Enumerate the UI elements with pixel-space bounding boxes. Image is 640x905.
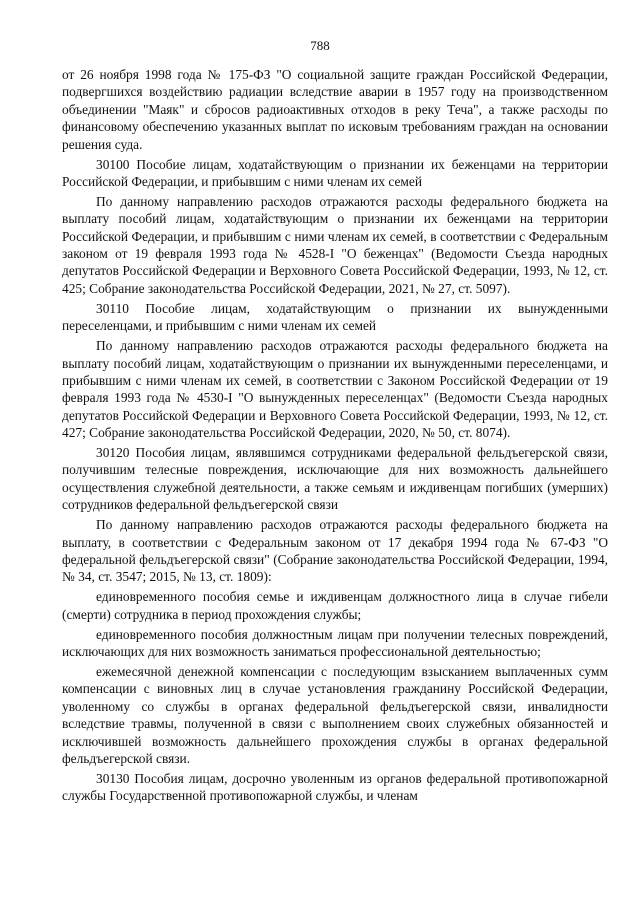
list-item-monthly-compensation: ежемесячной денежной компенсации с последующим взысканием выплаченных сумм компенсации с виновных лиц в случае установления гражданину Российской Федерации, уволенному со службы в органах федеральной фельдъегерской связи, инвалидности вследствие травмы, полученной в связи с выполнением своих служебных обязанностей и исключившей возможность дальнейшего прохождения службы в органах федеральной фельдъегерской связи. xyxy=(62,663,608,766)
paragraph-30120-description: По данному направлению расходов отражаются расходы федерального бюджета на выплату, в соответствии с Федеральным законом от 17 декабря 1994 года № 67-ФЗ "О федеральной фельдъегерской связи" (Собрание законодательства Российской Федерации, 1994, № 34, ст. 3547; 2015, № 13, ст. 1809): xyxy=(62,517,608,585)
heading-30120: 30120 Пособия лицам, являвшимся сотрудниками федеральной фельдъегерской связи, получившим телесные повреждения, исключающие для них возможность дальнейшего осуществления служебной деятельности, а также семьям и иждивенцам погибших (умерших) сотрудников федеральной фельдъегерской связи xyxy=(62,445,608,513)
page-number: 788 xyxy=(310,38,330,53)
paragraph-continuation: от 26 ноября 1998 года № 175-ФЗ "О социальной защите граждан Российской Федерации, подвергшихся воздействию радиации вследствие аварии в 1957 году на производственном объединении "Маяк" и сбросов радиоактивных отходов в реку Теча", а также расходы по финансовому обеспечению указанных выплат по исковым требованиям граждан на основании решения суда. xyxy=(62,67,608,152)
heading-30130: 30130 Пособия лицам, досрочно уволенным из органов федеральной противопожарной службы Государственной противопожарной службы, и членам xyxy=(62,770,608,804)
heading-30100: 30100 Пособие лицам, ходатайствующим о признании их беженцами на территории Российской Федерации, и прибывшим с ними членам их семей xyxy=(62,156,608,189)
list-item-lump-sum-family: единовременного пособия семье и иждивенцам должностного лица в случае гибели (смерти) сотрудника в период прохождения службы; xyxy=(62,589,608,622)
heading-30110: 30110 Пособие лицам, ходатайствующим о признании их вынужденными переселенцами, и прибывшим с ними членам их семей xyxy=(62,300,608,334)
paragraph-30100-description: По данному направлению расходов отражаются расходы федерального бюджета на выплату пособий лицам, ходатайствующим о признании их беженцами на территории Российской Федерации, и прибывшим с ними членам их семей, в соответствии с Федеральным законом от 19 февраля 1993 года № 4528-I "О беженцах" (Ведомости Съезда народных депутатов Российской Федерации и Верховного Совета Российской Федерации, 1993, № 12, ст. 425; Собрание законодательства Российской Федерации, 2021, № 27, ст. 5097). xyxy=(62,193,608,296)
list-item-lump-sum-injury: единовременного пособия должностным лицам при получении телесных повреждений, исключающих для них возможность заниматься профессиональной деятельностью; xyxy=(62,626,608,659)
document-body xyxy=(62,66,608,807)
paragraph-30110-description: По данному направлению расходов отражаются расходы федерального бюджета на выплату пособий лицам, ходатайствующим о признании их вынужденными переселенцами, и прибывшим с ними членам их семей, в соответствии с Законом Российской Федерации от 19 февраля 1993 года № 4530-I "О вынужденных переселенцах" (Ведомости Съезда народных депутатов Российской Федерации и Верховного Совета Российской Федерации, 1993, № 12, ст. 427; Собрание законодательства Российской Федерации, 2020, № 50, ст. 8074). xyxy=(62,338,608,441)
